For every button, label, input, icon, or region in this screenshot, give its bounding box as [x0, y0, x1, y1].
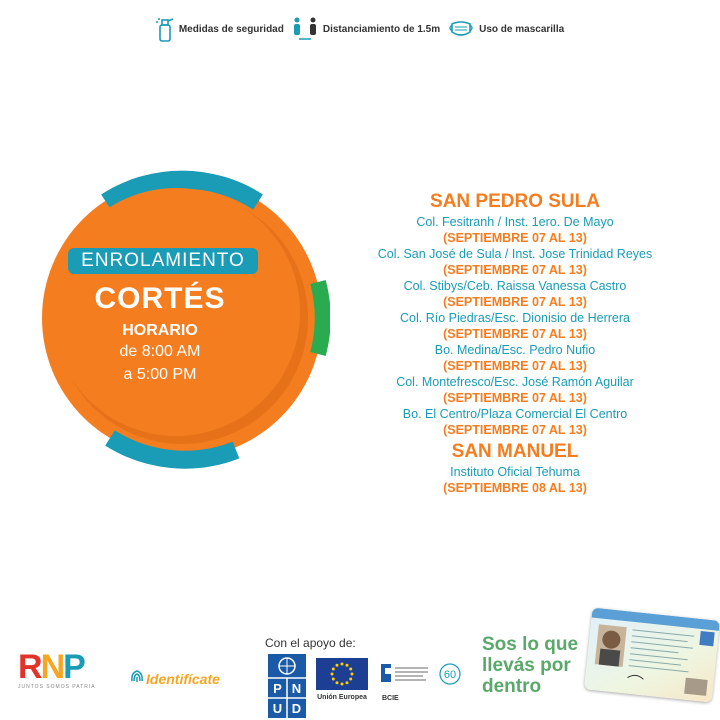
schedule-to: a 5:00 PM: [123, 366, 197, 383]
distancing-icon: [292, 16, 318, 42]
decorative-ring: [40, 170, 330, 470]
site-name: Col. Montefresco/Esc. José Ramón Aguilar: [396, 375, 634, 389]
pnud-letter: U: [272, 701, 283, 716]
fingerprint-icon: [130, 668, 144, 689]
pnud-letter: P: [273, 681, 282, 696]
bcie-logo: [378, 662, 463, 702]
pnud-letter: D: [291, 701, 302, 716]
safety-item-distance: [292, 16, 440, 42]
site-name: Bo. Medina/Esc. Pedro Nufio: [434, 343, 596, 357]
rnp-letter-r: R: [18, 648, 41, 686]
eu-logo: [316, 658, 368, 701]
id-card-image: [584, 608, 720, 703]
site-name: Bo. El Centro/Plaza Comercial El Centro: [402, 407, 628, 421]
safety-item-security: [156, 16, 284, 42]
eu-flag-icon: [316, 658, 368, 690]
eu-label: Unión Europea: [317, 694, 367, 701]
safety-measures-bar: [0, 16, 720, 42]
list-item: [355, 464, 675, 496]
rnp-letter-p: P: [63, 648, 84, 686]
slogan: Sos lo que llevás por dentro: [482, 634, 579, 697]
site-date: (SEPTIEMBRE 07 AL 13): [443, 263, 587, 277]
site-name: Col. Stibys/Ceb. Raissa Vanessa Castro: [403, 279, 627, 293]
enrollment-label: ENROLAMIENTO: [68, 248, 258, 274]
rnp-letter-n: N: [40, 648, 64, 686]
list-item: [355, 310, 675, 342]
safety-label-mask: Uso de mascarilla: [479, 23, 565, 35]
site-date: (SEPTIEMBRE 07 AL 13): [443, 423, 587, 437]
region-title: CORTÉS: [94, 282, 226, 315]
site-date: (SEPTIEMBRE 07 AL 13): [443, 391, 587, 405]
schedule-label: HORARIO: [122, 322, 198, 339]
safety-label-security: Medidas de seguridad: [178, 23, 284, 35]
site-date: (SEPTIEMBRE 08 AL 13): [443, 481, 587, 495]
pnud-letter: N: [291, 681, 302, 696]
city-heading: SAN MANUEL: [451, 441, 579, 462]
support-label: Con el apoyo de:: [265, 636, 356, 650]
pnud-logo: [268, 654, 306, 718]
list-item: [355, 374, 675, 406]
enrollment-badge: [40, 170, 330, 470]
bcie-anniversary: 60: [443, 669, 457, 681]
mask-icon: [448, 19, 474, 39]
site-name: Col. Fesitranh / Inst. 1ero. De Mayo: [416, 215, 614, 229]
list-item: [355, 278, 675, 310]
site-name: Instituto Oficial Tehuma: [450, 465, 580, 479]
city-heading: SAN PEDRO SULA: [430, 191, 600, 212]
footer-logos: [0, 610, 720, 720]
identificate-logo: [130, 668, 220, 689]
list-item: [355, 406, 675, 438]
safety-label-distance: Distanciamiento de 1.5m: [322, 23, 441, 35]
safety-item-mask: [448, 19, 564, 39]
identificate-text: Identifícate: [146, 670, 220, 687]
site-date: (SEPTIEMBRE 07 AL 13): [443, 231, 587, 245]
spray-bottle-icon: [156, 16, 174, 42]
site-date: (SEPTIEMBRE 07 AL 13): [443, 327, 587, 341]
locations-list: [355, 190, 675, 496]
bcie-label: BCIE: [382, 695, 399, 702]
site-date: (SEPTIEMBRE 07 AL 13): [443, 295, 587, 309]
list-item: [355, 214, 675, 246]
list-item: [355, 246, 675, 278]
site-name: Col. Río Piedras/Esc. Dionisio de Herrera: [400, 311, 630, 325]
list-item: [355, 342, 675, 374]
rnp-tagline: JUNTOS SOMOS PATRIA: [18, 684, 96, 690]
site-date: (SEPTIEMBRE 07 AL 13): [443, 359, 587, 373]
schedule-from: de 8:00 AM: [119, 343, 201, 360]
rnp-logo: [18, 650, 118, 690]
site-name: Col. San José de Sula / Inst. Jose Trinidad Reyes: [377, 247, 653, 261]
